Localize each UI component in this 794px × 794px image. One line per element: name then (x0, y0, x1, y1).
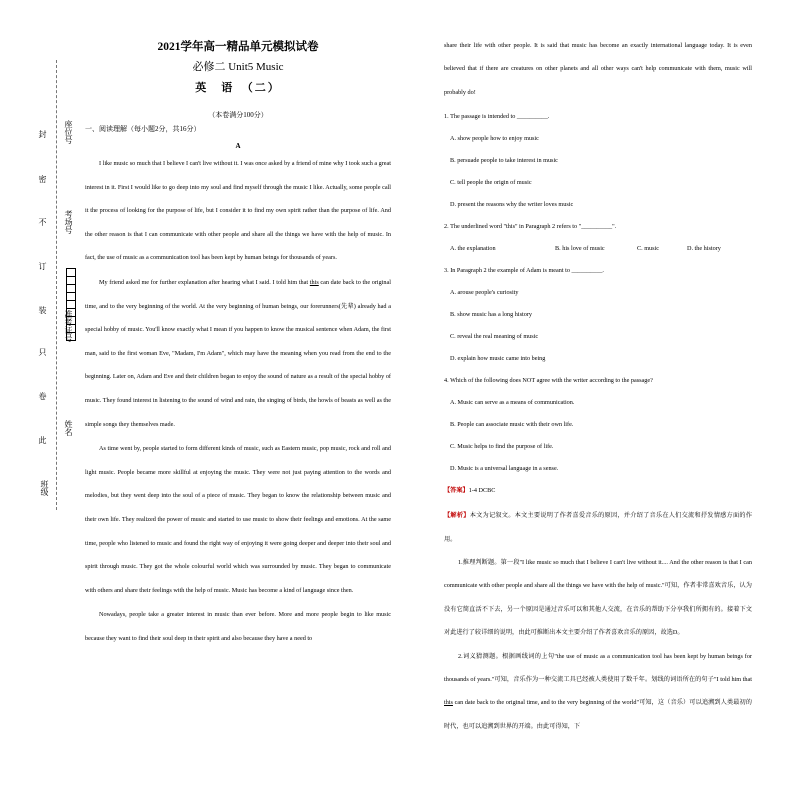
question-3-stem: 3. In Paragraph 2 the example of Adam is meant to __________. (444, 267, 604, 275)
question-4-stem: 4. Which of the following does NOT agree with the writer according to the passage? (444, 377, 653, 385)
seal-line (56, 60, 57, 510)
question-1-stem: 1. The passage is intended to __________. (444, 113, 550, 121)
question-4-option-d: D. Music is a universal language in a sense. (450, 465, 559, 473)
underlined-this: this (309, 278, 319, 286)
analysis-tag: 【解析】 (444, 512, 470, 520)
question-2-options (450, 243, 752, 254)
question-3-option-b: B. show music has a long history (450, 311, 532, 319)
analysis-underlined-this: this (444, 699, 453, 707)
seal-word-5: 装 (38, 306, 47, 314)
seal-word-3: 不 (38, 218, 47, 226)
question-1-option-a: A. show people how to enjoy music (450, 135, 539, 143)
ticket-number-label: 准考证号 (64, 310, 73, 342)
ticket-number-boxes[interactable] (66, 268, 75, 340)
passage-paragraph-3: As time went by, people started to form different kinds of music, such as Eastern music, pop music, rock and roll and light music. People became more skillful at enjoying the music. They were not just paying attention to the words and melodies, but they went deep into the soul of a piece of music. They began to know the relationship between music and their own life. They realized the power of music and started to use music to show their feelings and emotions. At the same time, people who listened to music and found the right way of enjoying it were going deeper and deeper into their soul and spirit through music. They got the whole colourful world which was surrounded by music. They began to communicate with others and share their feelings with the help of music. Music has become a kind of language since then. (85, 445, 391, 594)
question-4-option-c: C. Music helps to find the purpose of life. (450, 443, 554, 451)
exam-room-label: 考场号 (64, 210, 73, 234)
seal-word-8: 此 (38, 436, 47, 444)
seal-word-1: 封 (38, 130, 47, 138)
answer-text: 1-4 DCBC (468, 487, 496, 495)
question-3-option-c: C. reveal the real meaning of music (450, 333, 539, 341)
analysis-intro (444, 504, 752, 551)
question-2-stem: 2. The underlined word "this" in Paragraph 2 refers to "__________". (444, 223, 617, 231)
question-4-option-b: B. People can associate music with their own life. (450, 421, 574, 429)
question-2-option-a: A. the explanation (450, 245, 496, 253)
class-label: 班级 (40, 480, 49, 496)
full-score: （本卷满分100分） (208, 111, 268, 119)
name-label: 姓名 (64, 420, 73, 436)
question-3-option-a: A. arouse people's curiosity (450, 289, 519, 297)
question-1-option-c: C. tell people the origin of music (450, 179, 532, 187)
unit-subtitle: 必修二 Unit5 Music (192, 61, 284, 73)
seal-word-7: 卷 (38, 392, 47, 400)
answer-tag: 【答案】 (444, 487, 469, 495)
seat-number-label: 座位号 (64, 120, 73, 144)
passage-paragraph-2 (85, 271, 391, 436)
question-3-option-d: D. explain how music came into being (450, 355, 546, 363)
subject-title: 英 语 （二） (195, 82, 281, 94)
question-2-option-d: D. the history (687, 245, 721, 253)
analysis-item-2 (444, 645, 752, 739)
left-column (85, 36, 391, 650)
seal-word-4: 订 (38, 262, 47, 270)
seal-word-6: 只 (38, 348, 47, 356)
question-2-option-c: C. music (637, 245, 660, 253)
analysis-item-1: 1.推理判断题。第一段"I like music so much that I believe I can't live without it.... And the other reason is that I can communicate with other people and share all the things we have with the help of music."可知，作者非常喜欢音乐，认为没有它简直活不下去，另一个原因是通过音乐可以和其他人交流，在音乐的帮助下分享我们所拥有的。接着下文对此进行了较详细的说明，由此可推断出本文主要介绍了作者喜欢音乐的原因，故选D。 (444, 559, 752, 637)
question-1-option-b: B. persuade people to take interest in music (450, 157, 558, 165)
exam-title: 2021学年高一精品单元模拟试卷 (157, 41, 319, 53)
seal-word-2: 密 (38, 175, 47, 183)
question-1-option-d: D. present the reasons why the writer loves music (450, 201, 574, 209)
passage-paragraph-4: Nowadays, people take a greater interest in music than ever before. More and more people begin to like music because they want to find their soul deep in their spirit and also because they have a need to (85, 611, 391, 642)
question-4-option-a: A. Music can serve as a means of communication. (450, 399, 575, 407)
analysis-2-before: 2.词义猜测题。根据画线词的上句"the use of music as a communication tool has been kept by human beings for thousands of years."可知，音乐作为一种交流工具已经被人类使用了数千年。划线的词语所在的句子"I told him that (444, 652, 752, 684)
right-column (444, 34, 752, 738)
question-2-option-b: B. his love of music (555, 245, 605, 253)
answer-line (444, 486, 752, 496)
passage-paragraph-1: I like music so much that I believe I can't live without it. I was once asked by a friend of mine why I took such a great interest in it. First I would like to go deep into my soul and find myself through the music I like. Actually, some people call it the process of looking for the purpose of life, but I consider it to find my own spirit rather than the purpose of life. And the other reason is that I can communicate with other people and share all the things we have with the help of music. In fact, the use of music as a communication tool has been kept by human beings for thousands of years. (85, 160, 391, 262)
passage-label: A (235, 142, 241, 150)
passage-paragraph-4-continued: share their life with other people. It is said that music has become an exactly international language today. It is even believed that if there are creatures on other planets and all other ways can't help communicate with them, music will probably do! (444, 42, 752, 96)
analysis-intro-text: 本文为记叙文。本文主要说明了作者喜爱音乐的原因，并介绍了音乐在人们交流和抒发情感方面的作用。 (444, 512, 752, 543)
paragraph-2-before: My friend asked me for further explanation after hearing what I said. I told him that (99, 278, 310, 286)
section-heading: 一、阅读理解（每小题2分，共16分） (85, 125, 201, 133)
analysis-2-after: can date back to the original time, and to the very beginning of the world"可知，这（音乐）可以追溯到人类最初的时代，也可以追溯到世界的开端。由此可得知，下 (444, 699, 752, 730)
paragraph-2-after: can date back to the original time, and to the very beginning of the world. At the very beginning of human beings, our forerunners(先辈) already had a special hobby of music. You'll know exactly what I mean if you happen to know the musical sentence when Adam, the first man, said to the first woman Eve, "Madam, I'm Adam", which may have the meaning when you read from the end to the beginning. Later on, Adam and Eve and their children began to enjoy the sound of nature as a result of the special hobby of music. They found interest in listening to the sound of wind and rain, the singing of birds, the howls of beasts as well as the simple songs they themselves made. (85, 278, 391, 428)
